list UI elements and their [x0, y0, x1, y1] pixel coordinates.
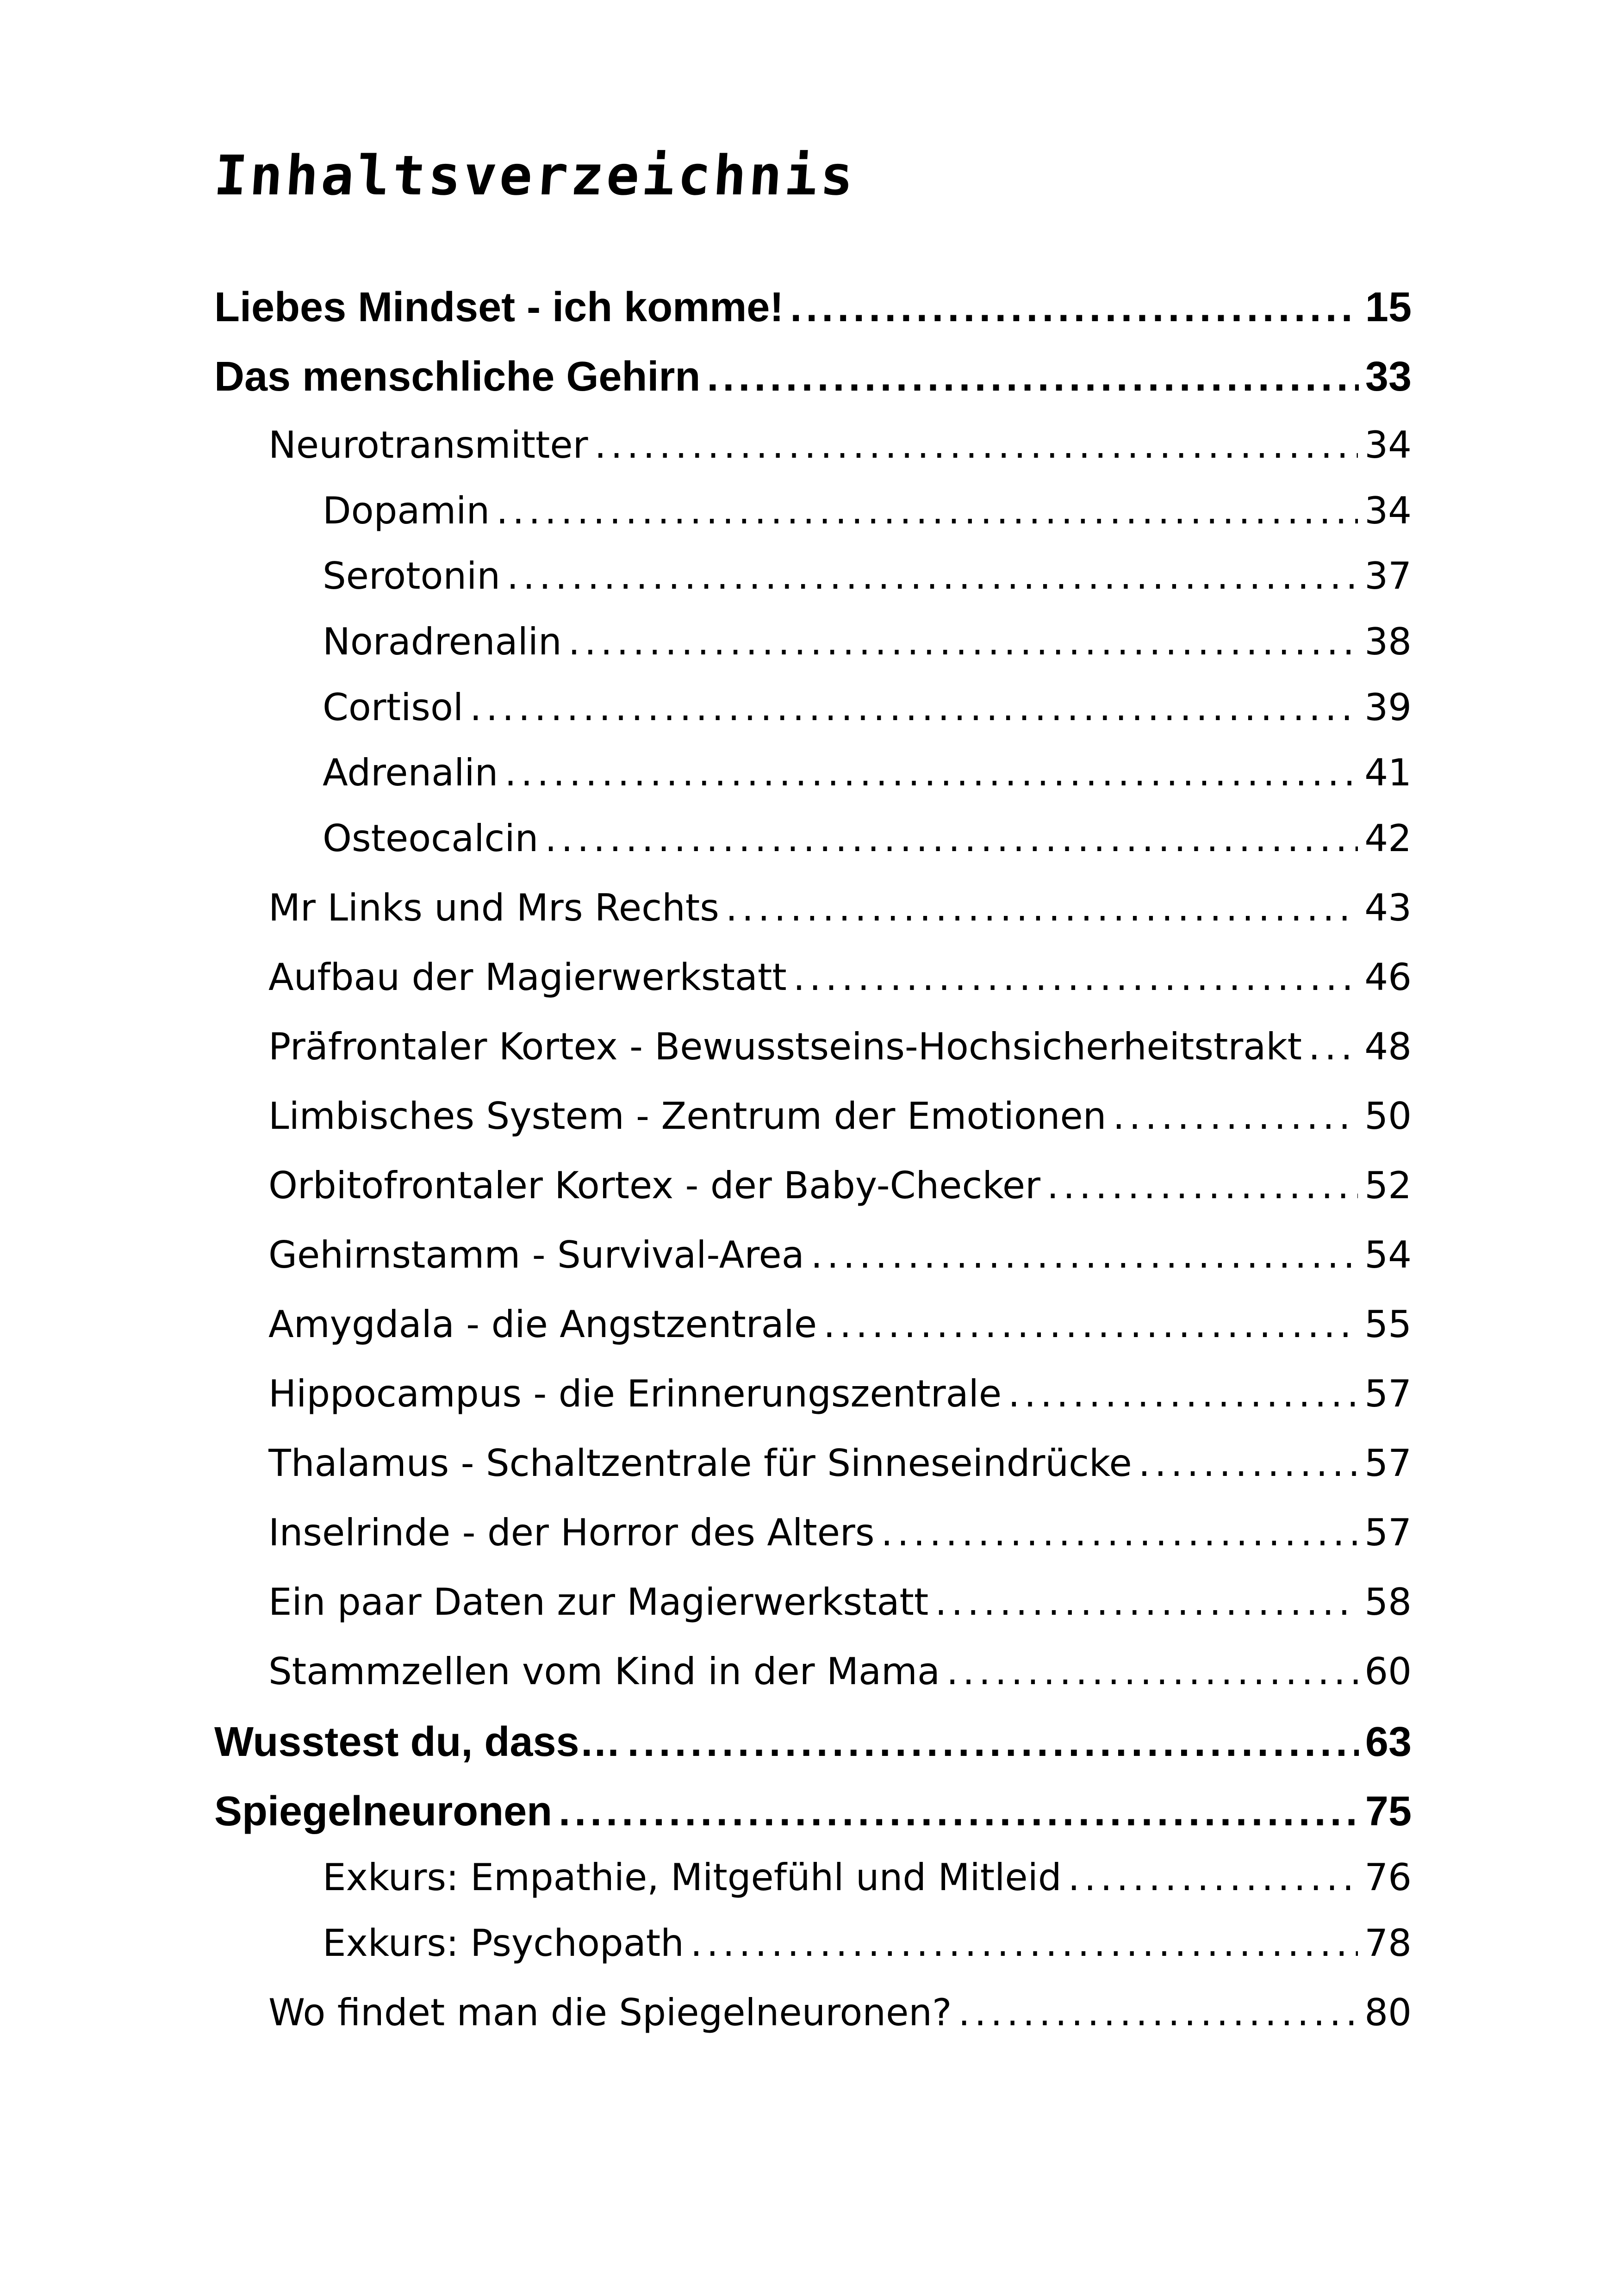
toc-entry-label: Liebes Mindset - ich komme!	[214, 284, 784, 330]
toc-entry-label: Inselrinde - der Horror des Alters	[268, 1511, 875, 1554]
toc-entry-label: Aufbau der Magierwerkstatt	[268, 956, 787, 999]
toc-entry-page: 58	[1364, 1580, 1412, 1624]
toc-entry-page: 57	[1364, 1442, 1412, 1485]
dot-leader	[881, 1511, 1358, 1554]
toc-entry-page: 57	[1364, 1372, 1412, 1415]
toc-entry[interactable]	[323, 686, 1412, 729]
toc-entry[interactable]	[323, 751, 1412, 794]
dot-leader	[568, 620, 1358, 663]
dot-leader	[1047, 1164, 1358, 1207]
dot-leader	[507, 554, 1358, 597]
dot-leader	[946, 1650, 1358, 1693]
toc-entry-label: Präfrontaler Kortex - Bewusstseins-Hochsicherheitstrakt	[268, 1025, 1302, 1068]
toc-entry[interactable]	[268, 1991, 1412, 2034]
toc-entry[interactable]	[268, 1233, 1412, 1276]
toc-entry-label: Serotonin	[323, 554, 501, 597]
toc-entry-label: Wusstest du, dass…	[214, 1719, 621, 1765]
toc-entry[interactable]	[323, 1922, 1412, 1965]
toc-entry-page: 15	[1365, 284, 1412, 330]
toc-entry-label: Cortisol	[323, 686, 464, 729]
dot-leader	[1113, 1095, 1358, 1138]
toc-entry-label: Adrenalin	[323, 751, 498, 794]
dot-leader	[790, 284, 1359, 331]
toc-entry-label: Spiegelneuronen	[214, 1788, 553, 1835]
toc-entry-label: Limbisches System - Zentrum der Emotionen	[268, 1095, 1107, 1138]
toc-entry[interactable]	[268, 1511, 1412, 1554]
dot-leader	[595, 423, 1358, 467]
dot-leader	[958, 1991, 1358, 2034]
toc-entry-page: 34	[1364, 423, 1412, 467]
dot-leader	[1139, 1442, 1358, 1485]
dot-leader	[811, 1233, 1358, 1276]
dot-leader	[504, 751, 1358, 794]
dot-leader	[1308, 1025, 1358, 1068]
dot-leader	[707, 353, 1359, 401]
toc-entry-page: 76	[1364, 1856, 1412, 1899]
toc-entry[interactable]	[268, 1164, 1412, 1207]
toc-entry-label: Mr Links und Mrs Rechts	[268, 886, 719, 929]
toc-entry-label: Gehirnstamm - Survival-Area	[268, 1233, 804, 1276]
toc-entry[interactable]	[268, 886, 1412, 929]
toc-entry[interactable]	[268, 1580, 1412, 1624]
toc-entry-label: Dopamin	[323, 489, 490, 532]
dot-leader	[496, 489, 1358, 532]
dot-leader	[470, 686, 1358, 729]
toc-entry-page: 42	[1364, 817, 1412, 860]
toc-entry[interactable]	[268, 1095, 1412, 1138]
toc-entry-label: Amygdala - die Angstzentrale	[268, 1303, 817, 1346]
toc-entry-label: Ein paar Daten zur Magierwerkstatt	[268, 1580, 929, 1624]
toc-entry-label: Noradrenalin	[323, 620, 562, 663]
dot-leader	[726, 886, 1358, 929]
toc-entry-page: 55	[1364, 1303, 1412, 1346]
toc-entry-label: Orbitofrontaler Kortex - der Baby-Checker	[268, 1164, 1041, 1207]
toc-entry[interactable]	[268, 1025, 1412, 1068]
toc-entry-page: 80	[1364, 1991, 1412, 2034]
toc-entry[interactable]	[323, 620, 1412, 663]
toc-entry[interactable]	[323, 554, 1412, 597]
page-title: Inhaltsverzeichnis	[212, 143, 859, 207]
toc-entry-page: 78	[1364, 1922, 1412, 1965]
toc-entry[interactable]	[323, 489, 1412, 532]
toc-entry-page: 39	[1364, 686, 1412, 729]
dot-leader	[628, 1718, 1359, 1766]
toc-entry[interactable]	[214, 284, 1412, 331]
toc-entry-page: 41	[1364, 751, 1412, 794]
toc-entry[interactable]	[214, 353, 1412, 401]
toc-entry[interactable]	[268, 1442, 1412, 1485]
toc-entry[interactable]	[268, 1372, 1412, 1415]
toc-entry-page: 33	[1365, 354, 1412, 400]
toc-entry[interactable]	[268, 1303, 1412, 1346]
toc-entry-label: Neurotransmitter	[268, 423, 588, 467]
toc-entry-label: Thalamus - Schaltzentrale für Sinneseindrücke	[268, 1442, 1132, 1485]
toc-entry[interactable]	[268, 423, 1412, 467]
toc-entry[interactable]	[268, 956, 1412, 999]
toc-entry-label: Exkurs: Empathie, Mitgefühl und Mitleid	[323, 1856, 1062, 1899]
toc-entry-page: 38	[1364, 620, 1412, 663]
toc-entry-page: 37	[1364, 554, 1412, 597]
toc-entry-page: 54	[1364, 1233, 1412, 1276]
toc-entry[interactable]	[323, 817, 1412, 860]
dot-leader	[793, 956, 1358, 999]
toc-entry-label: Wo findet man die Spiegelneuronen?	[268, 1991, 952, 2034]
dot-leader	[1068, 1856, 1358, 1899]
toc-entry-page: 34	[1364, 489, 1412, 532]
dot-leader	[691, 1922, 1358, 1965]
dot-leader	[935, 1580, 1358, 1624]
dot-leader	[545, 817, 1358, 860]
toc-entry-page: 43	[1364, 886, 1412, 929]
toc-entry-page: 52	[1364, 1164, 1412, 1207]
toc-entry-page: 57	[1364, 1511, 1412, 1554]
toc-entry-page: 75	[1365, 1788, 1412, 1835]
toc-entry-label: Exkurs: Psychopath	[323, 1922, 684, 1965]
toc-entry[interactable]	[214, 1788, 1412, 1836]
toc-entry-label: Stammzellen vom Kind in der Mama	[268, 1650, 940, 1693]
toc-entry-label: Hippocampus - die Erinnerungszentrale	[268, 1372, 1002, 1415]
toc-entry[interactable]	[214, 1718, 1412, 1766]
toc-entry-page: 48	[1364, 1025, 1412, 1068]
toc-entry[interactable]	[268, 1650, 1412, 1693]
dot-leader	[1008, 1372, 1358, 1415]
dot-leader	[823, 1303, 1358, 1346]
toc-entry-label: Das menschliche Gehirn	[214, 354, 701, 400]
toc-entry-page: 46	[1364, 956, 1412, 999]
dot-leader	[559, 1788, 1359, 1836]
toc-entry-page: 60	[1364, 1650, 1412, 1693]
toc-entry-page: 50	[1364, 1095, 1412, 1138]
toc-entry-label: Osteocalcin	[323, 817, 539, 860]
toc-entry[interactable]	[323, 1856, 1412, 1899]
toc-entry-page: 63	[1365, 1719, 1412, 1765]
